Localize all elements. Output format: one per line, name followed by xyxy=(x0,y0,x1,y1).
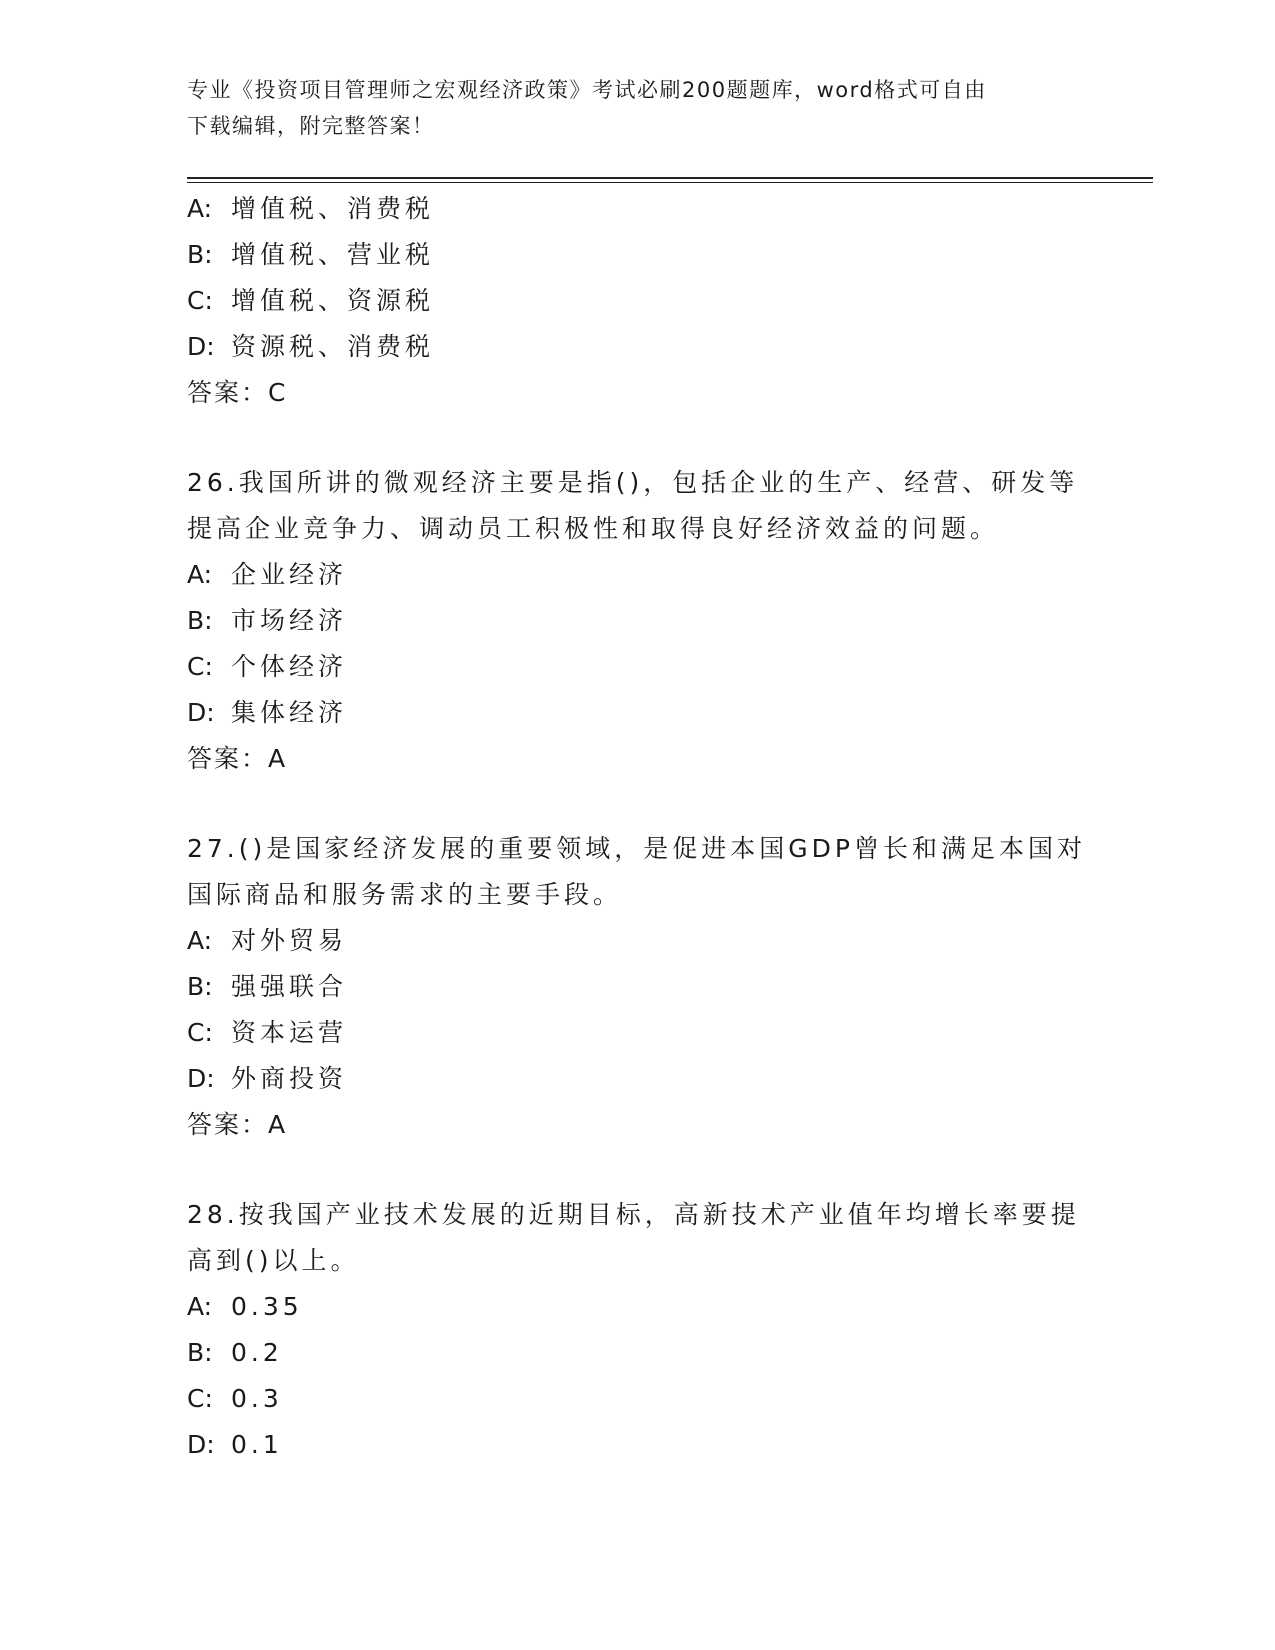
option-key: D: xyxy=(187,1064,215,1093)
option-text: 增值税、消费税 xyxy=(231,194,435,223)
question-stem-line-2: 国际商品和服务需求的主要手段。 xyxy=(187,880,623,909)
option-key: D: xyxy=(187,1430,215,1459)
option-key: A: xyxy=(187,926,213,955)
question-stem-line-1: 26.我国所讲的微观经济主要是指()，包括企业的生产、经营、研发等 xyxy=(187,468,1079,497)
option-text: 企业经济 xyxy=(231,560,348,589)
option-text: 强强联合 xyxy=(231,972,348,1001)
question-28 xyxy=(187,1192,1087,1468)
option-d xyxy=(187,1056,1087,1102)
option-key: B: xyxy=(187,240,213,269)
spacer xyxy=(187,416,1087,460)
question-stem-line-1: 27.()是国家经济发展的重要领域，是促进本国GDP曾长和满足本国对 xyxy=(187,834,1086,863)
option-text: 对外贸易 xyxy=(231,926,348,955)
option-a xyxy=(187,552,1087,598)
option-key: B: xyxy=(187,1338,213,1367)
option-key: B: xyxy=(187,606,213,635)
option-text: 增值税、营业税 xyxy=(231,240,435,269)
option-text: 0.1 xyxy=(231,1430,283,1459)
answer: 答案：A xyxy=(187,1110,288,1139)
header-line-2: 下载编辑，附完整答案！ xyxy=(187,114,435,138)
option-text: 0.35 xyxy=(231,1292,303,1321)
option-a xyxy=(187,918,1087,964)
option-text: 0.2 xyxy=(231,1338,283,1367)
option-text: 集体经济 xyxy=(231,698,348,727)
option-key: B: xyxy=(187,972,213,1001)
option-b xyxy=(187,964,1087,1010)
option-text: 市场经济 xyxy=(231,606,348,635)
header-divider-thin xyxy=(187,182,1153,183)
option-text: 资本运营 xyxy=(231,1018,348,1047)
option-c xyxy=(187,1010,1087,1056)
option-key: C: xyxy=(187,1384,213,1413)
answer: 答案：A xyxy=(187,744,288,773)
spacer xyxy=(187,782,1087,826)
option-c xyxy=(187,644,1087,690)
option-text: 资源税、消费税 xyxy=(231,332,435,361)
option-text: 增值税、资源税 xyxy=(231,286,435,315)
option-d xyxy=(187,690,1087,736)
question-stem-line-2: 提高企业竞争力、调动员工积极性和取得良好经济效益的问题。 xyxy=(187,514,1000,543)
option-b xyxy=(187,598,1087,644)
option-c xyxy=(187,278,1087,324)
option-key: D: xyxy=(187,332,215,361)
option-b xyxy=(187,1330,1087,1376)
question-26 xyxy=(187,460,1087,782)
spacer xyxy=(187,1148,1087,1192)
option-text: 外商投资 xyxy=(231,1064,348,1093)
option-key: C: xyxy=(187,286,213,315)
header-line-1: 专业《投资项目管理师之宏观经济政策》考试必刷200题题库，word格式可自由 xyxy=(187,78,987,102)
option-text: 0.3 xyxy=(231,1384,283,1413)
option-b xyxy=(187,232,1087,278)
option-c xyxy=(187,1376,1087,1422)
question-stem-line-2: 高到()以上。 xyxy=(187,1246,360,1275)
question-25 xyxy=(187,186,1087,416)
question-stem-line-1: 28.按我国产业技术发展的近期目标，高新技术产业值年均增长率要提 xyxy=(187,1200,1080,1229)
answer: 答案：C xyxy=(187,378,288,407)
question-list xyxy=(187,186,1087,1468)
option-key: A: xyxy=(187,1292,213,1321)
option-key: C: xyxy=(187,652,213,681)
option-key: D: xyxy=(187,698,215,727)
document-header xyxy=(187,72,1067,144)
header-divider-thick xyxy=(187,177,1153,179)
option-key: A: xyxy=(187,194,213,223)
option-d xyxy=(187,324,1087,370)
option-key: A: xyxy=(187,560,213,589)
option-a xyxy=(187,186,1087,232)
option-key: C: xyxy=(187,1018,213,1047)
option-text: 个体经济 xyxy=(231,652,348,681)
option-a xyxy=(187,1284,1087,1330)
question-27 xyxy=(187,826,1087,1148)
option-d xyxy=(187,1422,1087,1468)
